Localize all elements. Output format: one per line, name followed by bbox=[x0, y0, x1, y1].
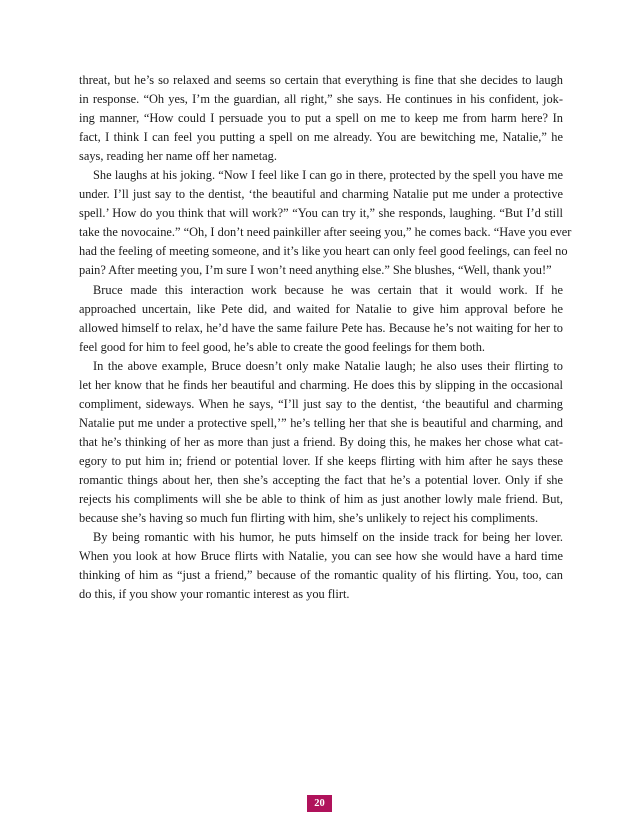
text-line: fact, I think I can feel you putting a spell on me already. You are bewitching me, Natalie,” he bbox=[79, 130, 563, 145]
text-line: approached uncertain, like Pete did, and waited for Natalie to give him approval before he bbox=[79, 301, 563, 316]
text-line: let her know that he finds her beautiful and charming. He does this by slipping in the occasional bbox=[79, 377, 563, 392]
text-line: spell.’ How do you think that will work?” “You can try it,” she responds, laughing. “But I’d still bbox=[79, 206, 563, 221]
text-line: because she’s having so much fun flirting with him, she’s unlikely to reject his compliments. bbox=[79, 511, 539, 526]
text-line: feel good for him to feel good, he’s able to create the good feelings for them both. bbox=[79, 339, 486, 354]
text-line: threat, but he’s so relaxed and seems so certain that everything is fine that she decides to laugh bbox=[79, 73, 563, 87]
text-line: ing manner, “How could I persuade you to put a spell on me to keep me from harm here? In bbox=[79, 111, 563, 126]
text-line: Bruce made this interaction work because he was certain that it would work. If he bbox=[93, 282, 563, 297]
paragraph-5 bbox=[79, 528, 563, 604]
text-line: She laughs at his joking. “Now I feel like I can go in there, protected by the spell you have me bbox=[93, 168, 563, 183]
text-line: that he’s thinking of her as more than just a friend. By doing this, he makes her chose what cat- bbox=[79, 434, 563, 449]
text-line: By being romantic with his humor, he puts himself on the inside track for being her lover. bbox=[93, 530, 563, 545]
text-line: rejects his compliments will she be able to think of him as just another lowly male friend. But, bbox=[79, 492, 563, 507]
text-line: had the feeling of meeting someone, and it’s like you heart can only feel good feelings, can feel no bbox=[79, 244, 568, 259]
page-number-badge: 20 bbox=[307, 795, 332, 812]
text-line: says, reading her name off her nametag. bbox=[79, 149, 277, 164]
text-line: romantic things about her, then she’s accepting the fact that he’s a potential lover. Only if she bbox=[79, 472, 563, 487]
text-line: allowed himself to relax, he’d have the same failure Pete has. Because he’s not waiting for her to bbox=[79, 320, 563, 335]
text-line: pain? After meeting you, I’m sure I won’t need anything else.” She blushes, “Well, thank you!” bbox=[79, 263, 552, 278]
text-line: Natalie put me under a protective spell,’” he’s telling her that she is beautiful and charming, and bbox=[79, 415, 563, 430]
paragraph-1 bbox=[79, 71, 563, 166]
text-line: egory to put him in; friend or potential lover. If she keeps flirting with him after he says these bbox=[79, 453, 563, 468]
text-line: In the above example, Bruce doesn’t only make Natalie laugh; he also uses their flirting to bbox=[93, 358, 563, 373]
text-line: in response. “Oh yes, I’m the guardian, all right,” she says. He continues in his confident, jok- bbox=[79, 92, 563, 107]
text-line: When you look at how Bruce flirts with Natalie, you can see how she would have a hard time bbox=[79, 549, 563, 564]
text-line: thinking of him as “just a friend,” because of the romantic quality of his flirting. You, too, can bbox=[79, 568, 563, 583]
text-line: compliment, sideways. When he says, “I’ll just say to the dentist, ‘the beautiful and charming bbox=[79, 396, 563, 411]
text-line: take the novocaine.” “Oh, I don’t need painkiller after seeing you,” he comes back. “Have you ever bbox=[79, 225, 572, 240]
paragraph-4 bbox=[79, 357, 563, 528]
paragraph-2 bbox=[79, 166, 572, 280]
text-line: do this, if you show your romantic interest as you flirt. bbox=[79, 587, 350, 602]
text-line: under. I’ll just say to the dentist, ‘the beautiful and charming Natalie put me under a protective bbox=[79, 187, 563, 202]
page-body bbox=[79, 71, 572, 604]
paragraph-3 bbox=[79, 281, 563, 357]
